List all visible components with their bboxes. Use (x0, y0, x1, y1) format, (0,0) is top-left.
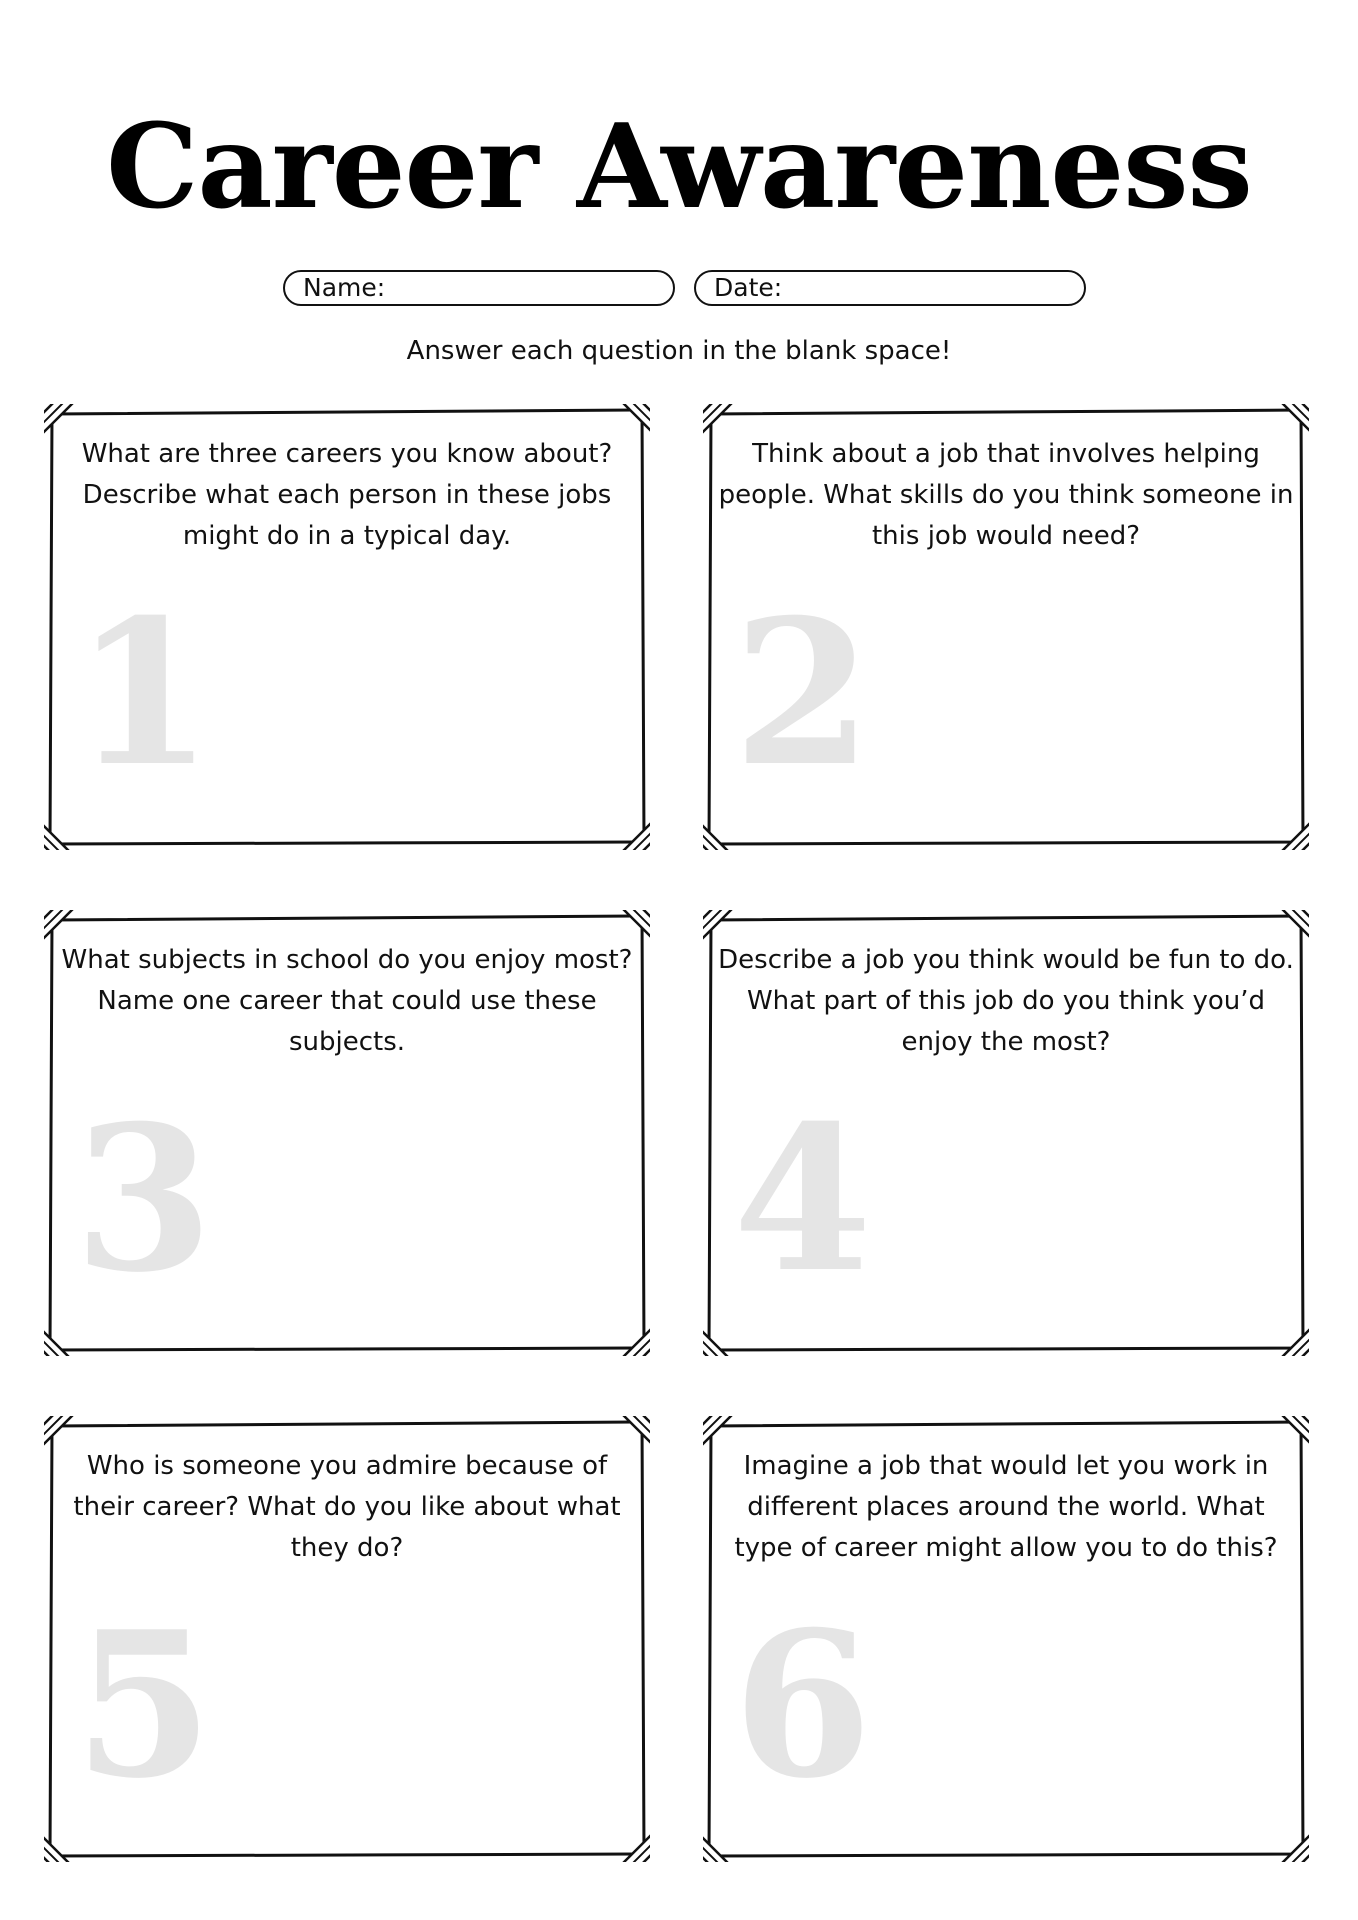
question-card-1[interactable] (44, 404, 650, 850)
instructions: Answer each question in the blank space! (406, 336, 952, 366)
question-number: 1 (74, 576, 214, 811)
question-card-4[interactable] (703, 910, 1309, 1356)
date-field[interactable]: Date: (694, 270, 1086, 306)
question-number: 5 (74, 1588, 214, 1823)
question-number: 4 (733, 1082, 873, 1317)
question-card-6[interactable] (703, 1416, 1309, 1862)
question-number: 6 (733, 1588, 873, 1823)
question-number: 3 (74, 1082, 214, 1317)
question-text: Describe a job you think would be fun to do. What part of this job do you think you’d enjoy the most? (718, 945, 1294, 1057)
question-card-5[interactable] (44, 1416, 650, 1862)
question-text: Imagine a job that would let you work in different places around the world. What type of career might allow you to do this? (734, 1451, 1278, 1563)
question-text: Think about a job that involves helping people. What skills do you think someone in this job would need? (718, 439, 1294, 551)
name-field[interactable]: Name: (283, 270, 675, 306)
question-card-2[interactable] (703, 404, 1309, 850)
worksheet-title: Career Awareness (106, 99, 1252, 235)
question-number: 2 (733, 576, 873, 811)
question-card-3[interactable] (44, 910, 650, 1356)
question-text: What subjects in school do you enjoy most? Name one career that could use these subjects. (61, 945, 633, 1057)
question-text: What are three careers you know about? Describe what each person in these jobs might do in a typical day. (81, 439, 613, 551)
question-text: Who is someone you admire because of their career? What do you like about what they do? (73, 1451, 621, 1563)
